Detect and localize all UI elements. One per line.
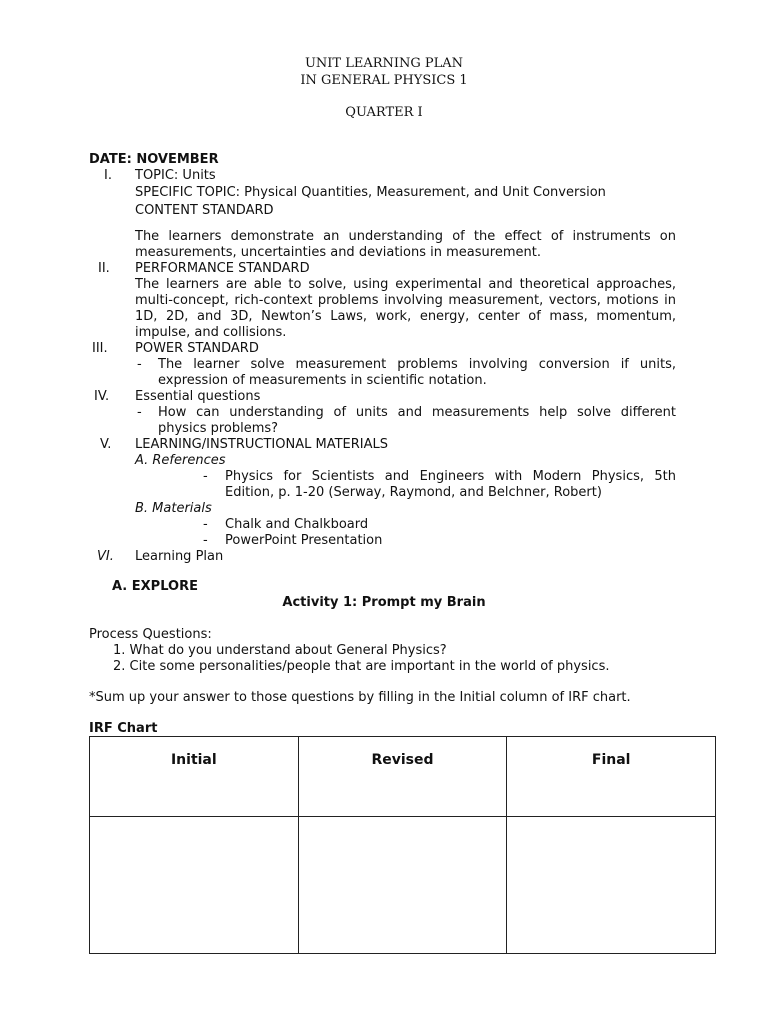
section-1-topic: TOPIC: Units	[135, 168, 216, 183]
power-standard-line-1: The learner solve measurement problems involving conversion if units,	[158, 357, 676, 372]
section-2-number: II.	[98, 261, 110, 276]
irf-column-revised: Revised	[298, 737, 507, 817]
section-5-title: LEARNING/INSTRUCTIONAL MATERIALS	[135, 437, 389, 452]
irf-cell-final[interactable]	[507, 817, 716, 954]
material-item-2: PowerPoint Presentation	[225, 533, 383, 548]
irf-cell-initial[interactable]	[90, 817, 299, 954]
performance-line-3: 1D, 2D, and 3D, Newton’s Laws, work, energy, center of mass, momentum,	[135, 309, 676, 324]
power-standard-line-2: expression of measurements in scientific notation.	[158, 373, 487, 388]
performance-line-2: multi-concept, rich-context problems involving measurement, vectors, motions in	[135, 293, 676, 308]
irf-answer-row	[90, 817, 716, 954]
section-1-specific-topic: SPECIFIC TOPIC: Physical Quantities, Measurement, and Unit Conversion	[135, 185, 606, 200]
activity-title: Activity 1: Prompt my Brain	[282, 595, 486, 610]
irf-chart-table	[89, 736, 716, 954]
bullet-dash: -	[203, 469, 208, 484]
date-line: DATE: NOVEMBER	[89, 152, 219, 167]
reference-line-2: Edition, p. 1-20 (Serway, Raymond, and Belchner, Robert)	[225, 485, 602, 500]
bullet-dash: -	[137, 405, 142, 420]
section-3-title: POWER STANDARD	[135, 341, 259, 356]
section-6-number: VI.	[97, 549, 114, 564]
performance-line-4: impulse, and collisions.	[135, 325, 287, 340]
process-questions-label: Process Questions:	[89, 627, 212, 642]
bullet-dash: -	[203, 533, 208, 548]
essential-question-line-2: physics problems?	[158, 421, 279, 436]
irf-instruction: *Sum up your answer to those questions by filling in the Initial column of IRF chart.	[89, 690, 631, 705]
section-2-title: PERFORMANCE STANDARD	[135, 261, 310, 276]
irf-column-final: Final	[507, 737, 716, 817]
performance-line-1: The learners are able to solve, using experimental and theoretical approaches,	[135, 277, 676, 292]
reference-line-1: Physics for Scientists and Engineers with Modern Physics, 5th	[225, 469, 676, 484]
irf-cell-revised[interactable]	[298, 817, 507, 954]
section-5-number: V.	[100, 437, 112, 452]
bullet-dash: -	[137, 357, 142, 372]
section-1-number: I.	[104, 168, 112, 183]
irf-column-initial: Initial	[90, 737, 299, 817]
material-item-1: Chalk and Chalkboard	[225, 517, 369, 532]
process-question-1: 1. What do you understand about General Physics?	[113, 643, 447, 658]
title-line-2: IN GENERAL PHYSICS 1	[300, 73, 468, 88]
bullet-dash: -	[203, 517, 208, 532]
irf-chart-label: IRF Chart	[89, 721, 158, 736]
materials-label: B. Materials	[135, 501, 212, 516]
content-standard-line-1: The learners demonstrate an understanding of the effect of instruments on	[135, 229, 676, 244]
irf-header-row	[90, 737, 716, 817]
section-6-title: Learning Plan	[135, 549, 224, 564]
section-4-title: Essential questions	[135, 389, 261, 404]
section-4-number: IV.	[94, 389, 110, 404]
process-question-2: 2. Cite some personalities/people that are important in the world of physics.	[113, 659, 610, 674]
title-line-1: UNIT LEARNING PLAN	[304, 56, 464, 71]
content-standard-line-2: measurements, uncertainties and deviations in measurement.	[135, 245, 541, 260]
section-3-number: III.	[92, 341, 108, 356]
quarter-label: QUARTER I	[345, 105, 423, 120]
essential-question-line-1: How can understanding of units and measurements help solve different	[158, 405, 676, 420]
section-1-content-standard: CONTENT STANDARD	[135, 203, 274, 218]
references-label: A. References	[135, 453, 226, 468]
explore-heading: A. EXPLORE	[112, 579, 198, 594]
